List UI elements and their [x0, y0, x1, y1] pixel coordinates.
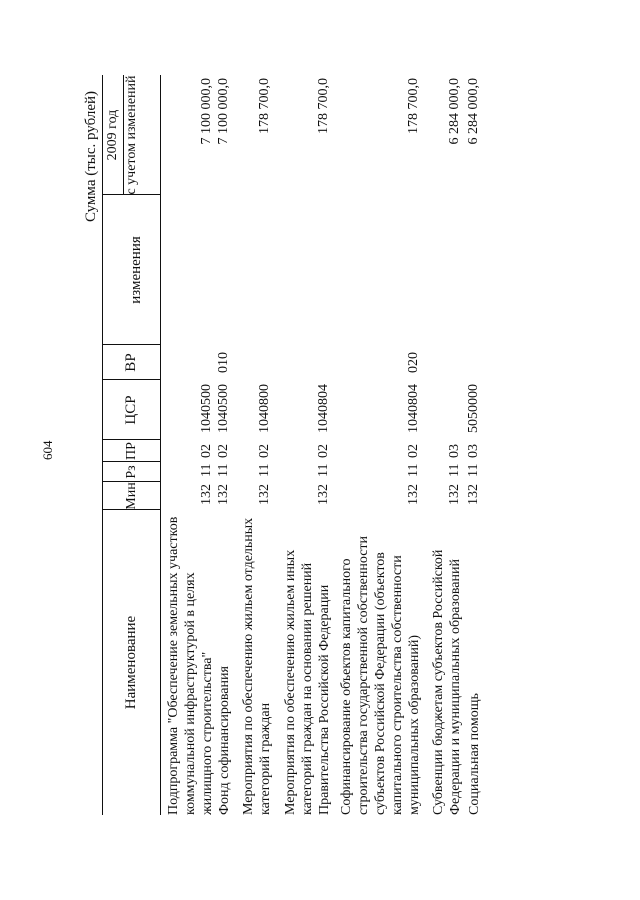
header-bottom-line: [160, 75, 161, 815]
row-7-csr: 5050000: [466, 384, 481, 433]
row-1-csr: 1040500: [199, 384, 214, 433]
row-4-name: Мероприятия по обеспечению жильем иных категорий граждан на основании решений Правительства Российской Федерации: [283, 549, 332, 815]
header-top-line: [102, 75, 103, 815]
row-6-name: Субвенции бюджетам субъектов Российской Федерации и муниципальных образований: [431, 549, 463, 815]
row-2-min: 132: [216, 484, 231, 505]
header-with-changes-text: с учетом изменений: [124, 75, 139, 195]
row-1-name: Подпрограмма "Обеспечение земельных участков коммунальной инфраструктурой в целях жилищного строительства": [166, 516, 215, 815]
row-5-pr: 02: [406, 444, 421, 458]
row-7-min: 132: [466, 484, 481, 505]
row-3-name: Мероприятия по обеспечению жильем отдельных категорий граждан: [241, 517, 273, 815]
row-4-min: 132: [316, 484, 331, 505]
row-6-total: 6 284 000,0: [447, 78, 462, 145]
row-2-rz: 11: [216, 463, 231, 477]
row-4-rz: 11: [316, 463, 331, 477]
row-5-rz: 11: [406, 463, 421, 477]
row-2-total: 7 100 000,0: [216, 78, 231, 145]
row-7-pr: 03: [466, 444, 481, 458]
row-1-total: 7 100 000,0: [199, 78, 214, 145]
row-2-csr: 1040500: [216, 384, 231, 433]
row-3-total: 178 700,0: [257, 78, 272, 134]
row-3-rz: 11: [257, 463, 272, 477]
header-changes: изменения: [128, 236, 144, 304]
header-year: 2009 год: [105, 109, 120, 161]
row-4-total: 178 700,0: [316, 78, 331, 134]
row-3-csr: 1040800: [257, 384, 272, 433]
row-3-min: 132: [257, 484, 272, 505]
header-with-changes: [124, 75, 140, 195]
row-2-name: Фонд софинансирования: [217, 666, 232, 815]
row-4-csr: 1040804: [316, 384, 331, 433]
row-7-total: 6 284 000,0: [466, 78, 481, 145]
row-2-vr: 010: [216, 352, 231, 373]
row-5-min: 132: [406, 484, 421, 505]
header-name: Наименование: [123, 615, 139, 710]
row-1-pr: 02: [199, 444, 214, 458]
row-6-min: 132: [447, 484, 462, 505]
row-7-rz: 11: [466, 463, 481, 477]
amount-caption: Сумма (тыс. рублей): [83, 90, 99, 222]
header-csr: ЦСР: [123, 395, 139, 425]
row-1-rz: 11: [199, 463, 214, 477]
row-5-csr: 1040804: [406, 384, 421, 433]
header-rz: Рз: [124, 465, 139, 479]
row-4-pr: 02: [316, 444, 331, 458]
header-vr: ВР: [123, 353, 139, 372]
row-5-name: Софинансирование объектов капитального строительства государственной собственности субъектов Российской Федерации (объектов капитального строительства собственности муниципальных образований): [339, 535, 422, 815]
row-7-name: Социальная помощь: [467, 693, 482, 815]
header-min: Мин: [124, 482, 139, 510]
row-1-min: 132: [199, 484, 214, 505]
page-number: 604: [40, 440, 55, 460]
row-6-rz: 11: [447, 463, 462, 477]
row-5-vr: 020: [406, 352, 421, 373]
row-3-pr: 02: [257, 444, 272, 458]
row-2-pr: 02: [216, 444, 231, 458]
row-6-pr: 03: [447, 444, 462, 458]
row-5-total: 178 700,0: [406, 78, 421, 134]
header-pr: ПР: [124, 442, 139, 460]
